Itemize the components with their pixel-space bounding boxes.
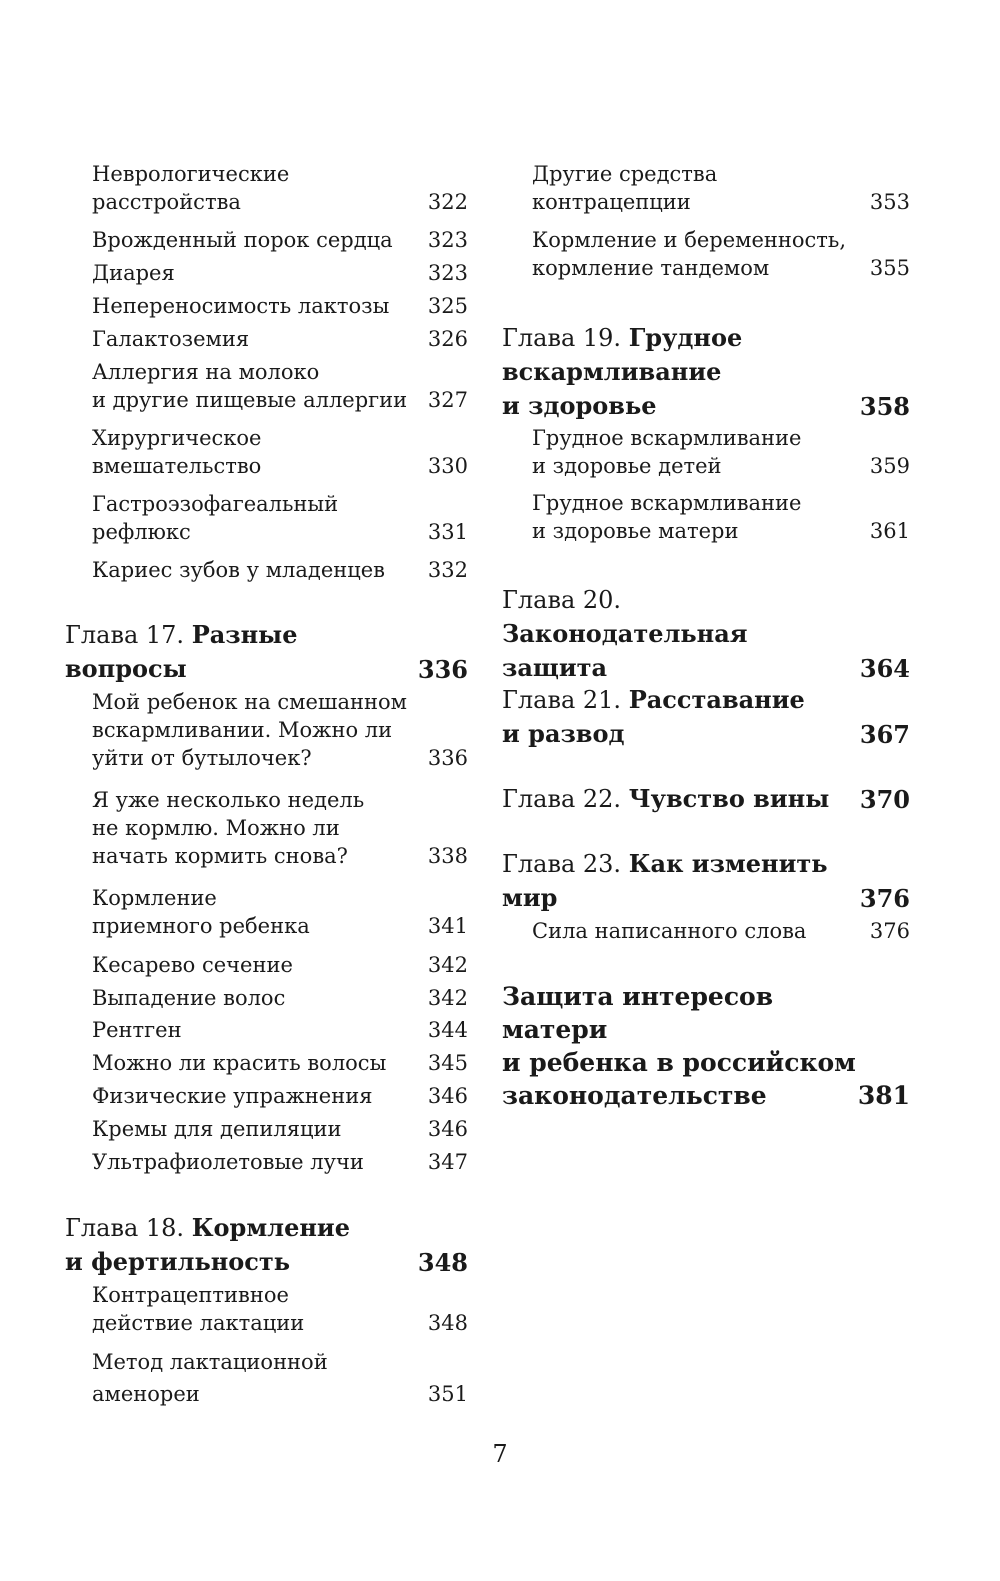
entry-title: Контрацептивное действие лактации (92, 1283, 305, 1335)
chapter-title: Кормление и фертильность (65, 1213, 350, 1276)
entry-title: Я уже несколько недель не кормлю. Можно ли начать кормить снова? (92, 788, 365, 868)
entry-page: 336 (427, 746, 468, 770)
entry-title: Мой ребенок на смешанном вскармливании. Можно ли уйти от бутылочек? (92, 690, 407, 770)
entry-page: 346 (427, 1084, 468, 1108)
entry-page: 344 (427, 1018, 468, 1042)
toc-entry (532, 424, 910, 480)
chapter-page: 358 (859, 392, 910, 421)
entry-title: Выпадение волос (92, 986, 286, 1010)
entry-title: Рентген (92, 1018, 182, 1042)
entry-page: 353 (869, 190, 910, 214)
entry-page: 331 (427, 520, 468, 544)
entry-title: Кормление приемного ребенка (92, 886, 310, 938)
entry-title: Диарея (92, 261, 175, 285)
chapter-title: Расставание и развод (502, 685, 805, 748)
chapter-page: 336 (417, 655, 468, 684)
chapter-prefix: Глава 19. (502, 324, 629, 352)
entry-page: 338 (427, 844, 468, 868)
toc-entry (92, 1281, 468, 1337)
chapter-heading (65, 618, 468, 686)
toc-entry (92, 1346, 468, 1410)
entry-page: 325 (427, 294, 468, 318)
entry-page: 361 (869, 519, 910, 543)
toc-entry (92, 325, 468, 353)
entry-title: Галактоземия (92, 327, 250, 351)
entry-title: Кесарево сечение (92, 953, 293, 977)
chapter-page: 348 (417, 1248, 468, 1277)
chapter-heading (502, 584, 910, 685)
appendix-title: Защита интересов матери и ребенка в российском законодательстве (502, 982, 856, 1110)
entry-page: 346 (427, 1117, 468, 1141)
toc-entry (92, 160, 468, 216)
entry-page: 351 (427, 1382, 468, 1406)
chapter-heading (502, 847, 910, 915)
entry-page: 376 (869, 919, 910, 943)
entry-page: 347 (427, 1150, 468, 1174)
page-number: 7 (492, 1440, 508, 1468)
entry-page: 341 (427, 914, 468, 938)
chapter-title: Законодательная защита (502, 619, 748, 682)
entry-title: Врожденный порок сердца (92, 228, 393, 252)
entry-page: 326 (427, 327, 468, 351)
entry-title: Сила написанного слова (532, 919, 807, 943)
chapter-title: Как изменить мир (502, 849, 828, 912)
toc-entry (92, 688, 468, 772)
toc-entry (92, 292, 468, 320)
entry-title: Кормление и беременность, кормление тандемом (532, 228, 847, 280)
entry-title: Другие средства контрацепции (532, 162, 718, 214)
chapter-heading (65, 1211, 468, 1279)
entry-title: Можно ли красить волосы (92, 1051, 387, 1075)
entry-title: Физические упражнения (92, 1084, 373, 1108)
toc-entry (92, 358, 468, 414)
entry-page: 323 (427, 228, 468, 252)
entry-page: 327 (427, 388, 468, 412)
toc-entry (92, 226, 468, 254)
chapter-page: 364 (859, 654, 910, 683)
toc-entry (92, 951, 468, 979)
chapter-prefix: Глава 21. (502, 686, 629, 714)
toc-entry (532, 226, 910, 282)
entry-page: 345 (427, 1051, 468, 1075)
chapter-title: Чувство вины (628, 784, 830, 813)
entry-title: Гастроэзофагеальный рефлюкс (92, 492, 339, 544)
entry-title: Аллергия на молоко и другие пищевые аллергии (92, 360, 408, 412)
toc-entry (92, 490, 468, 546)
toc-entry (92, 1049, 468, 1077)
chapter-prefix: Глава 18. (65, 1214, 192, 1242)
chapter-prefix: Глава 17. (65, 621, 192, 649)
toc-entry (92, 259, 468, 287)
toc-entry (532, 489, 910, 545)
chapter-prefix: Глава 22. (502, 785, 629, 813)
toc-entry (92, 1016, 468, 1044)
entry-title: Непереносимость лактозы (92, 294, 390, 318)
toc-entry (92, 1082, 468, 1110)
entry-title: Ультрафиолетовые лучи (92, 1150, 364, 1174)
appendix-page: 381 (857, 1081, 910, 1110)
entry-page: 359 (869, 454, 910, 478)
toc-entry (92, 1148, 468, 1176)
toc-entry (92, 1115, 468, 1143)
entry-page: 323 (427, 261, 468, 285)
appendix-heading (502, 980, 910, 1112)
toc-entry (532, 917, 910, 945)
toc-entry (92, 556, 468, 584)
toc-entry (92, 884, 468, 940)
entry-title: Грудное вскармливание и здоровье матери (532, 491, 802, 543)
chapter-prefix: Глава 23. (502, 850, 629, 878)
chapter-page: 376 (859, 884, 910, 913)
chapter-page: 367 (859, 720, 910, 749)
chapter-heading (502, 321, 910, 423)
entry-title: Метод лактационной аменореи (92, 1350, 328, 1406)
entry-title: Кариес зубов у младенцев (92, 558, 386, 582)
chapter-heading (502, 683, 910, 751)
entry-page: 332 (427, 558, 468, 582)
toc-entry (532, 160, 910, 216)
entry-page: 342 (427, 986, 468, 1010)
entry-title: Хирургическое вмешательство (92, 426, 262, 478)
entry-page: 342 (427, 953, 468, 977)
entry-page: 322 (427, 190, 468, 214)
entry-page: 355 (869, 256, 910, 280)
entry-title: Кремы для депиляции (92, 1117, 342, 1141)
entry-title: Грудное вскармливание и здоровье детей (532, 426, 802, 478)
toc-entry (92, 786, 468, 870)
toc-entry (92, 424, 468, 480)
chapter-prefix: Глава 20. (502, 586, 622, 614)
entry-title: Неврологические расстройства (92, 162, 290, 214)
chapter-heading (502, 782, 910, 816)
entry-page: 330 (427, 454, 468, 478)
chapter-title: Разные вопросы (65, 620, 298, 683)
entry-page: 348 (427, 1311, 468, 1335)
chapter-title: Грудное вскармливание и здоровье (502, 323, 743, 420)
chapter-page: 370 (859, 785, 910, 814)
toc-entry (92, 984, 468, 1012)
